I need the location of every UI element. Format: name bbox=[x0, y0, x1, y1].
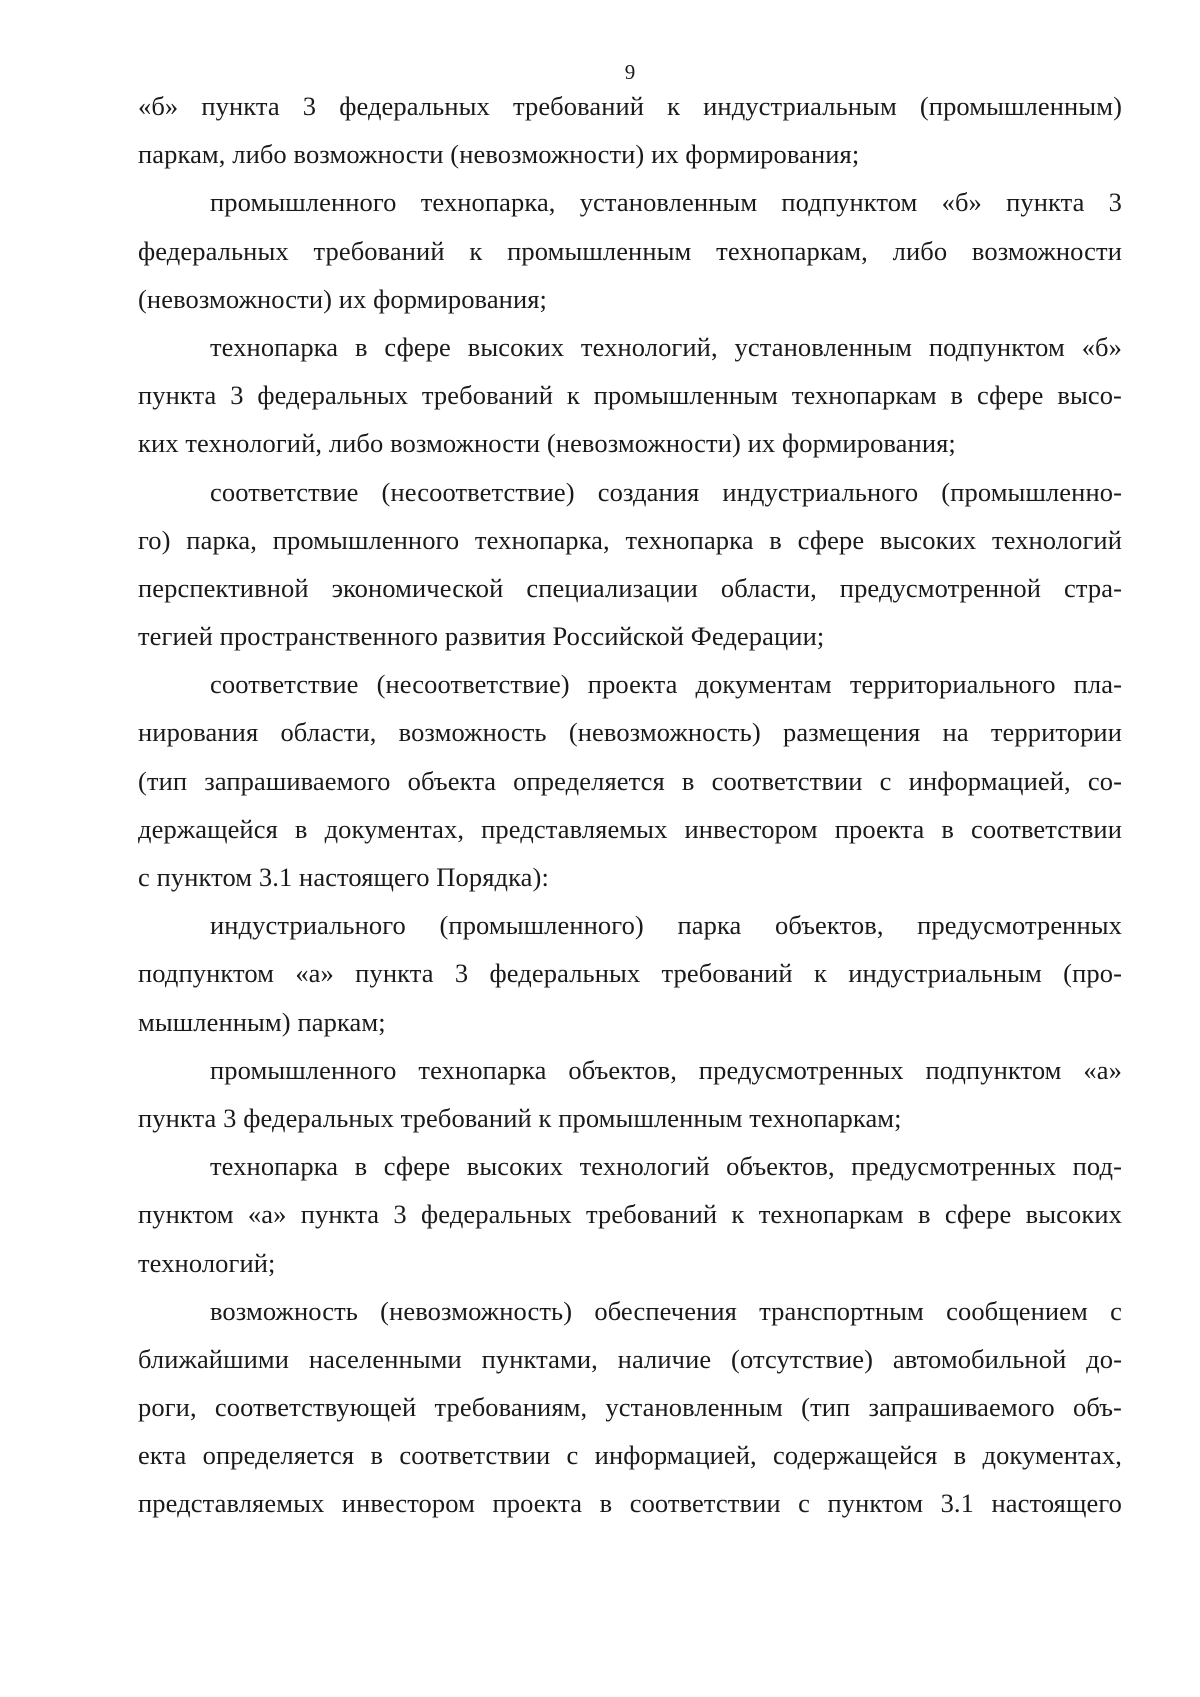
text-line: мышленным) паркам; bbox=[138, 1006, 386, 1037]
text-line: екта определяется в соответствии с информацией, содержащейся в документах, bbox=[138, 1440, 1122, 1471]
text-line: го) парка, промышленного технопарка, технопарка в сфере высоких технологий bbox=[138, 524, 1122, 555]
text-line: пункта 3 федеральных требований к промышленным технопаркам; bbox=[138, 1102, 902, 1133]
text-line: нирования области, возможность (невозможность) размещения на территории bbox=[138, 717, 1122, 748]
text-line: подпунктом «а» пункта 3 федеральных требований к индустриальным (про- bbox=[138, 958, 1122, 989]
paragraph-first-line: соответствие (несоответствие) создания индустриального (промышленно- bbox=[210, 476, 1122, 507]
paragraph-first-line: технопарка в сфере высоких технологий объектов, предусмотренных под- bbox=[210, 1151, 1122, 1182]
paragraph-first-line: соответствие (несоответствие) проекта документам территориального пла- bbox=[210, 669, 1122, 700]
text-line: представляемых инвестором проекта в соответствии с пунктом 3.1 настоящего bbox=[138, 1488, 1122, 1519]
text-line: держащейся в документах, представляемых инвестором проекта в соответствии bbox=[138, 813, 1122, 844]
document-body bbox=[138, 82, 1122, 1528]
text-line: технологий; bbox=[138, 1247, 276, 1278]
text-line: (невозможности) их формирования; bbox=[138, 283, 547, 314]
paragraph-first-line: промышленного технопарка объектов, предусмотренных подпунктом «а» bbox=[210, 1054, 1122, 1085]
text-line: ких технологий, либо возможности (невозможности) их формирования; bbox=[138, 428, 956, 459]
text-line: перспективной экономической специализации области, предусмотренной стра- bbox=[138, 572, 1122, 603]
text-line: паркам, либо возможности (невозможности) их формирования; bbox=[138, 139, 860, 170]
paragraph-first-line: возможность (невозможность) обеспечения транспортным сообщением с bbox=[210, 1295, 1122, 1326]
text-line: «б» пункта 3 федеральных требований к индустриальным (промышленным) bbox=[138, 91, 1122, 121]
paragraph-first-line: промышленного технопарка, установленным подпунктом «б» пункта 3 bbox=[210, 187, 1122, 218]
text-line: пунктом «а» пункта 3 федеральных требований к технопаркам в сфере высоких bbox=[138, 1199, 1122, 1230]
text-line: роги, соответствующей требованиям, установленным (тип запрашиваемого объ- bbox=[138, 1392, 1122, 1423]
text-line: (тип запрашиваемого объекта определяется в соответствии с информацией, со- bbox=[138, 765, 1122, 796]
text-line: с пунктом 3.1 настоящего Порядка): bbox=[138, 862, 549, 892]
text-line: пункта 3 федеральных требований к промышленным технопаркам в сфере высо- bbox=[138, 380, 1122, 411]
paragraph-first-line: индустриального (промышленного) парка объектов, предусмотренных bbox=[210, 910, 1122, 941]
text-line: тегией пространственного развития Российской Федерации; bbox=[138, 621, 825, 652]
text-line: федеральных требований к промышленным технопаркам, либо возможности bbox=[138, 235, 1122, 266]
paragraph-first-line: технопарка в сфере высоких технологий, установленным подпунктом «б» bbox=[210, 331, 1122, 362]
page-number: 9 bbox=[624, 60, 636, 84]
text-line: ближайшими населенными пунктами, наличие (отсутствие) автомобильной до- bbox=[138, 1343, 1122, 1374]
